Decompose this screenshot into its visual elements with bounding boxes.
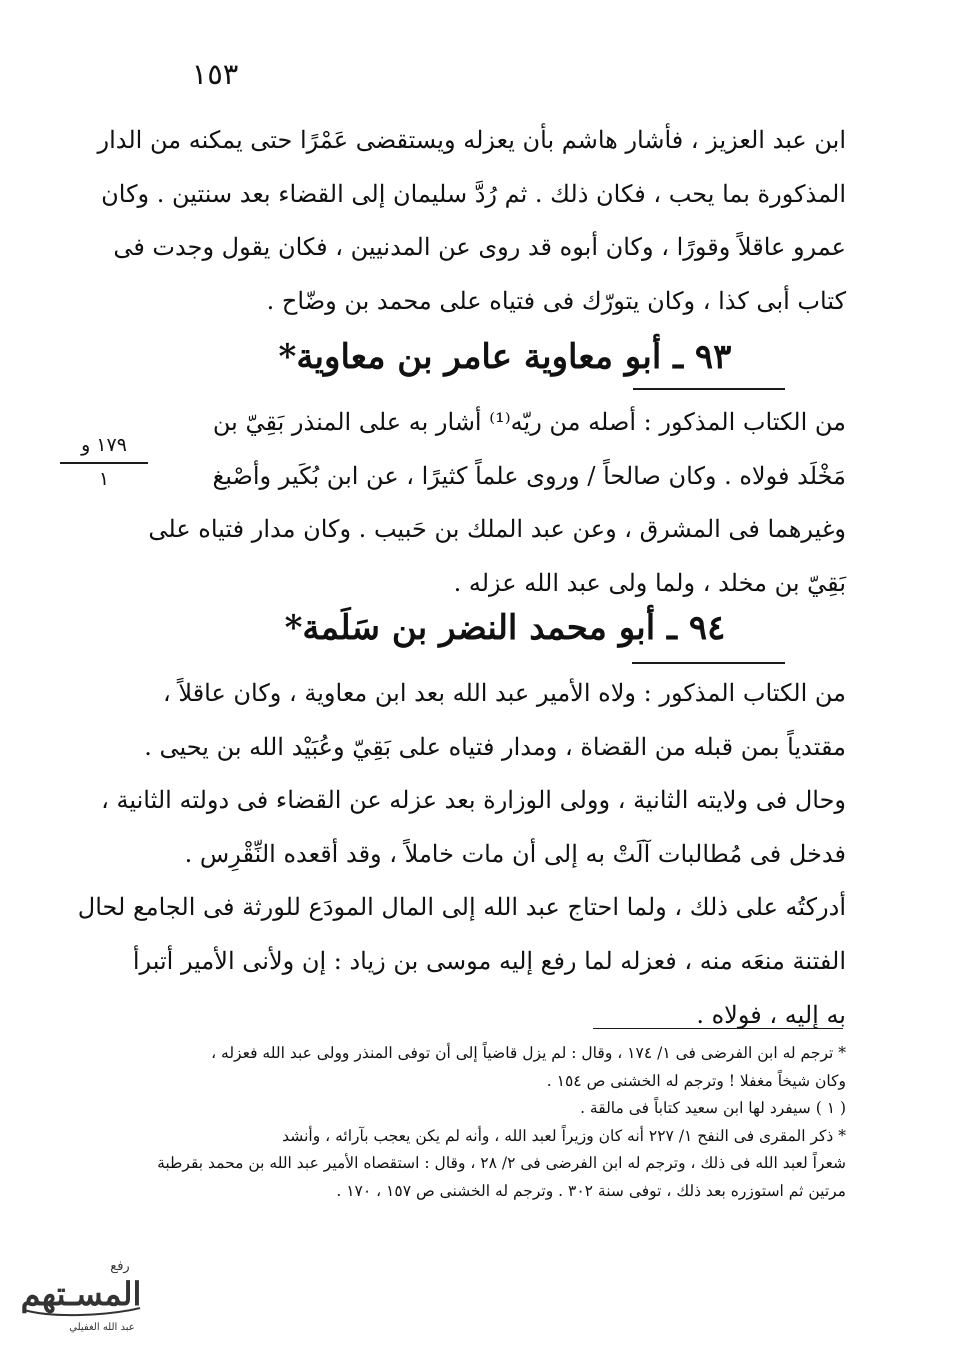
folio-number: ١٧٩ و (60, 430, 148, 464)
footnote-line: مرتين ثم استوزره بعد ذلك ، توفى سنة ٣٠٢ . وترجم له الخشنى ص ١٥٧ ، ١٧٠ . (336, 1181, 846, 1200)
text-line: مقتدياً بمن قبله من القضاة ، ومدار فتياه على بَقِيّ وعُبَيْد الله بن يحيى . (144, 732, 846, 761)
heading-underline (633, 388, 785, 390)
footnote-line: ( ١ ) سيفرد لها ابن سعيد كتاباً فى مالقة . (580, 1099, 846, 1117)
text-line: من الكتاب المذكور : ولاه الأمير عبد الله بعد ابن معاوية ، وكان عاقلاً ، (163, 679, 846, 707)
footnote-line: * ذكر المقرى فى النفح ١/ ٢٢٧ أنه كان وزيراً لعبد الله ، وأنه لم يكن يعجب بآرائه ، وأنشد (282, 1126, 846, 1145)
text-line: كتاب أبى كذا ، وكان يتورّك فى فتياه على محمد بن وضّاح . (266, 286, 846, 315)
footnotes (156, 1040, 846, 1205)
stamp-main-text: المسـتهم (20, 1275, 142, 1313)
footnote-line: وكان شيخاً مغفلا ! وترجم له الخشنى ص ١٥٤ . (546, 1071, 846, 1090)
footnote-line: شعراً لعبد الله فى ذلك ، وترجم له ابن الفرضى فى ٢/ ٢٨ ، وقال : استقصاه الأمير عبد الله بن محمد بقرطبة (157, 1154, 846, 1172)
footnote-line: * ترجم له ابن الفرضى فى ١/ ١٧٤ ، وقال : لم يزل قاضياً إلى أن توفى المنذر وولى عبد الله فعزله ، (211, 1044, 846, 1062)
heading-underline (632, 662, 785, 664)
paragraph-3 (77, 667, 846, 1042)
text-line: مَخْلَد فولاه . وكان صالحاً / وروى علماً كثيرًا ، عن ابن بُكَير وأصْبغ (212, 461, 846, 490)
text-line: المذكورة بما يحب ، فكان ذلك . ثم رُدَّ سليمان إلى القضاء بعد سنتين . وكان (101, 179, 846, 208)
stamp-top-text: رفع (110, 1259, 130, 1274)
text-line: فدخل فى مُطالبات آلَتْ به إلى أن مات خاملاً ، وقد أقعده النِّقْرِس . (184, 839, 846, 868)
text-line: ابن عبد العزيز ، فأشار هاشم بأن يعزله ويستقضى عَمْرًا حتى يمكنه من الدار (97, 126, 846, 154)
paragraph-2 (148, 396, 846, 610)
text-line: وحال فى ولايته الثانية ، وولى الوزارة بعد عزله عن القضاء فى دولته الثانية ، (101, 786, 846, 815)
page-number: ١٥٣ (191, 57, 239, 91)
text-line: بَقِيّ بن مخلد ، ولما ولى عبد الله عزله . (453, 568, 846, 597)
text-line: من الكتاب المذكور : أصله من ريّه⁽¹⁾ أشار به على المنذر بَقِيّ بن (212, 408, 846, 436)
section-heading-94: ٩٤ ـ أبو محمد النضر بن سَلَمة* (284, 608, 726, 648)
paragraph-1 (97, 114, 846, 328)
text-line: وغيرهما فى المشرق ، وعن عبد الملك بن حَبيب . وكان مدار فتياه على (148, 515, 846, 544)
section-heading-93: ٩٣ ـ أبو معاوية عامر بن معاوية* (278, 337, 732, 377)
text-line: عمرو عاقلاً وقورًا ، وكان أبوه قد روى عن المدنيين ، فكان يقول وجدت فى (113, 233, 846, 262)
folio-part: ١ (98, 468, 110, 490)
uploader-stamp-logo (12, 1250, 150, 1336)
text-line: أدركتُه على ذلك ، ولما احتاج عبد الله إلى المال المودَع للورثة فى الجامع لحال (77, 893, 846, 922)
stamp-small-text: عبد الله الغفيلي (69, 1322, 135, 1333)
margin-folio-note (60, 430, 148, 494)
footnote-separator (593, 1028, 843, 1029)
text-line: الفتنة منعَه منه ، فعزله لما رفع إليه موسى بن زياد : إن ولأنى الأمير أتبرأ (132, 946, 846, 975)
text-line: به إليه ، فولاه . (696, 1000, 846, 1029)
